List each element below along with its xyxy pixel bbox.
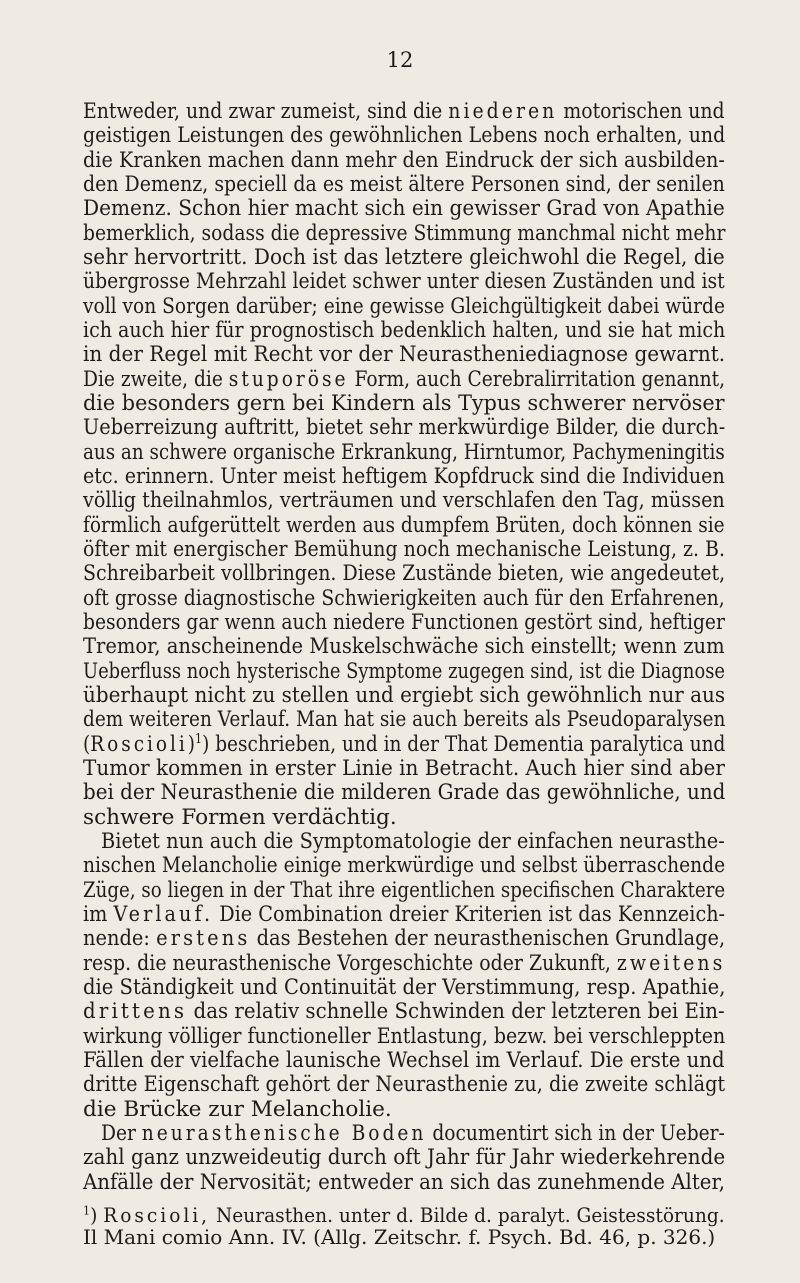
text-run: dritte Eigenschaft gehört der Neurasthenie zu, die zweite schlägt: [83, 1072, 726, 1098]
text-line: [83, 587, 725, 611]
text-run: Tremor, anscheinende Muskelschwäche sich einstellt; wenn zum: [83, 634, 725, 660]
text-run: sehr hervortritt. Doch ist das letztere gleichwohl die Regel, die: [83, 244, 725, 270]
spaced-emphasis: Roscioli: [90, 731, 188, 757]
text-run: bei der Neurasthenie die milderen Grade das gewöhnliche, und: [83, 780, 726, 806]
text-run: ): [187, 731, 196, 757]
footnote-mark: 1: [83, 1203, 91, 1218]
text-line: [83, 1073, 725, 1097]
text-run: bemerklich, sodass die depressive Stimmung manchmal nicht mehr: [83, 220, 726, 246]
text-line: [83, 1025, 725, 1049]
text-line: [83, 1171, 725, 1195]
text-line: [83, 976, 725, 1000]
footnote-line: [83, 1203, 725, 1227]
text-run: das Bestehen der neurasthenischen Grundlage,: [250, 926, 726, 952]
text-line: [83, 149, 725, 173]
text-line: [83, 903, 725, 927]
text-run: völlig theilnahmlos, verträumen und verschlafen den Tag, müssen: [83, 488, 725, 514]
spaced-emphasis: neurasthenische Boden: [141, 1120, 427, 1146]
text-run: Züge, so liegen in der That ihre eigentlichen specifischen Charaktere: [83, 877, 726, 903]
text-run: resp. die neurasthenische Vorgeschichte oder Zukunft,: [83, 950, 617, 976]
text-run: schwere Formen verdächtig.: [83, 804, 397, 830]
text-run: im: [83, 901, 114, 927]
spaced-emphasis: Roscioli,: [103, 1203, 211, 1227]
text-run: Entweder, und zwar zumeist, sind die: [83, 99, 449, 124]
text-run: besonders gar wenn auch niedere Functionen gestört sind, heftiger: [83, 609, 725, 635]
footnote-mark: 1: [195, 731, 203, 747]
text-run: etc. erinnern. Unter meist heftigem Kopfdruck sind die Individuen: [83, 463, 725, 489]
text-line: [83, 222, 725, 246]
text-run: Der: [101, 1120, 142, 1146]
text-run: wirkung völliger functioneller Entlastung, bezw. bei verschleppten: [83, 1023, 726, 1049]
text-line: [101, 1122, 725, 1146]
text-run: in der Regel mit Recht vor der Neurastheniediagnose gewarnt.: [83, 342, 726, 368]
text-run: ich auch hier für prognostisch bedenklich halten, und sie hat mich: [83, 317, 726, 343]
text-run: documentirt sich in der Ueber-: [426, 1120, 725, 1146]
text-line: [83, 124, 725, 148]
text-run: geistigen Leistungen des gewöhnlichen Lebens noch erhalten, und: [83, 123, 726, 149]
text-line: [83, 757, 725, 781]
text-run: das relativ schnelle Schwinden der letzteren bei Ein-: [187, 999, 725, 1025]
text-run: nischen Melancholie einige merkwürdige und selbst überraschende: [83, 853, 726, 879]
text-run: den Demenz, speciell da es meist ältere Personen sind, der senilen: [83, 171, 725, 197]
text-line: [83, 733, 725, 757]
text-line: [83, 1000, 725, 1024]
text-line: [83, 416, 725, 440]
text-line: [83, 806, 397, 830]
text-run: Die zweite, die: [83, 366, 229, 392]
text-run: Ueberfluss noch hysterische Symptome zugegen sind, ist die Diagnose: [83, 658, 725, 684]
text-run: ): [90, 1203, 104, 1227]
text-run: Ueberreizung auftritt, bietet sehr merkwürdige Bilder, die durch-: [83, 415, 726, 441]
spaced-emphasis: niederen: [448, 99, 558, 124]
text-run: Fällen der vielfache launische Wechsel im Verlauf. Die erste und: [83, 1047, 725, 1073]
text-run: (: [83, 731, 91, 757]
text-run: die besonders gern bei Kindern als Typus schwerer nervöser: [83, 390, 725, 416]
spaced-emphasis: drittens: [83, 999, 188, 1025]
page-number: 12: [386, 48, 414, 72]
text-run: Demenz. Schon hier macht sich ein gewisser Grad von Apathie: [83, 196, 725, 222]
text-run: voll von Sorgen darüber; eine gewisse Gleichgültigkeit dabei würde: [83, 293, 725, 319]
footnote-line: [83, 1225, 715, 1249]
text-line: [83, 319, 725, 343]
text-line: [83, 635, 725, 659]
text-run: förmlich aufgerüttelt werden aus dumpfem Brüten, doch können sie: [83, 512, 725, 538]
text-line: [83, 1049, 725, 1073]
text-run: aus an schwere organische Erkrankung, Hirntumor, Pachymeningitis: [83, 439, 725, 465]
text-line: [83, 1098, 392, 1122]
text-line: [83, 246, 725, 270]
text-run: motorischen und: [557, 99, 725, 124]
spaced-emphasis: Verlauf.: [113, 901, 214, 927]
text-run: die Ständigkeit und Continuität der Verstimmung, resp. Apathie,: [83, 974, 726, 1000]
text-run: Anfälle der Nervosität; entweder an sich das zunehmende Alter,: [83, 1169, 725, 1195]
text-run: Bietet nun auch die Symptomatologie der einfachen neurasthe-: [101, 828, 725, 854]
text-line: [101, 830, 725, 854]
text-line: [83, 879, 725, 903]
text-line: [83, 660, 725, 684]
text-run: Die Combination dreier Kriterien ist das Kennzeich-: [213, 901, 726, 927]
text-line: [83, 781, 725, 805]
text-line: [83, 927, 725, 951]
text-run: übergrosse Mehrzahl leidet schwer unter diesen Zuständen und ist: [83, 269, 725, 295]
text-line: [83, 392, 725, 416]
text-line: [83, 441, 725, 465]
text-line: [83, 368, 725, 392]
text-line: [83, 562, 725, 586]
text-line: [83, 684, 725, 708]
text-line: [83, 100, 725, 124]
text-run: überhaupt nicht zu stellen und ergiebt sich gewöhnlich nur aus: [83, 682, 726, 708]
text-run: ) beschrieben, und in der That Dementia paralytica und: [202, 731, 726, 757]
text-line: [83, 952, 725, 976]
text-run: die Brücke zur Melancholie.: [83, 1096, 392, 1122]
text-line: [83, 1146, 725, 1170]
text-run: Neurasthen. unter d. Bilde d. paralyt. Geistesstörung.: [210, 1203, 725, 1227]
text-run: dem weiteren Verlauf. Man hat sie auch bereits als Pseudoparalysen: [83, 707, 726, 733]
text-run: Il Mani comio Ann. IV. (Allg. Zeitschr. f. Psych. Bd. 46, p. 326.): [83, 1225, 716, 1249]
spaced-emphasis: zweitens: [616, 950, 726, 976]
text-run: Form, auch Cerebralirritation genannt,: [348, 366, 726, 392]
text-run: öfter mit energischer Bemühung noch mechanische Leistung, z. B.: [83, 536, 725, 562]
text-line: [83, 611, 725, 635]
text-line: [83, 173, 725, 197]
text-line: [83, 854, 725, 878]
text-line: [83, 514, 725, 538]
text-line: [83, 295, 725, 319]
text-run: die Kranken machen dann mehr den Eindruck der sich ausbilden-: [83, 147, 725, 173]
text-line: [83, 270, 725, 294]
text-line: [83, 489, 725, 513]
text-line: [83, 538, 725, 562]
text-run: oft grosse diagnostische Schwierigkeiten auch für den Erfahrenen,: [83, 585, 725, 611]
text-run: nende:: [83, 926, 157, 952]
spaced-emphasis: stuporöse: [228, 366, 349, 392]
text-run: zahl ganz unzweideutig durch oft Jahr für Jahr wiederkehrende: [83, 1145, 726, 1171]
text-line: [83, 343, 725, 367]
text-line: [83, 197, 725, 221]
text-run: Schreibarbeit vollbringen. Diese Zustände bieten, wie angedeutet,: [83, 561, 726, 587]
text-run: Tumor kommen in erster Linie in Betracht. Auch hier sind aber: [83, 755, 725, 781]
text-line: [83, 465, 725, 489]
text-line: [83, 708, 725, 732]
spaced-emphasis: erstens: [156, 926, 251, 952]
